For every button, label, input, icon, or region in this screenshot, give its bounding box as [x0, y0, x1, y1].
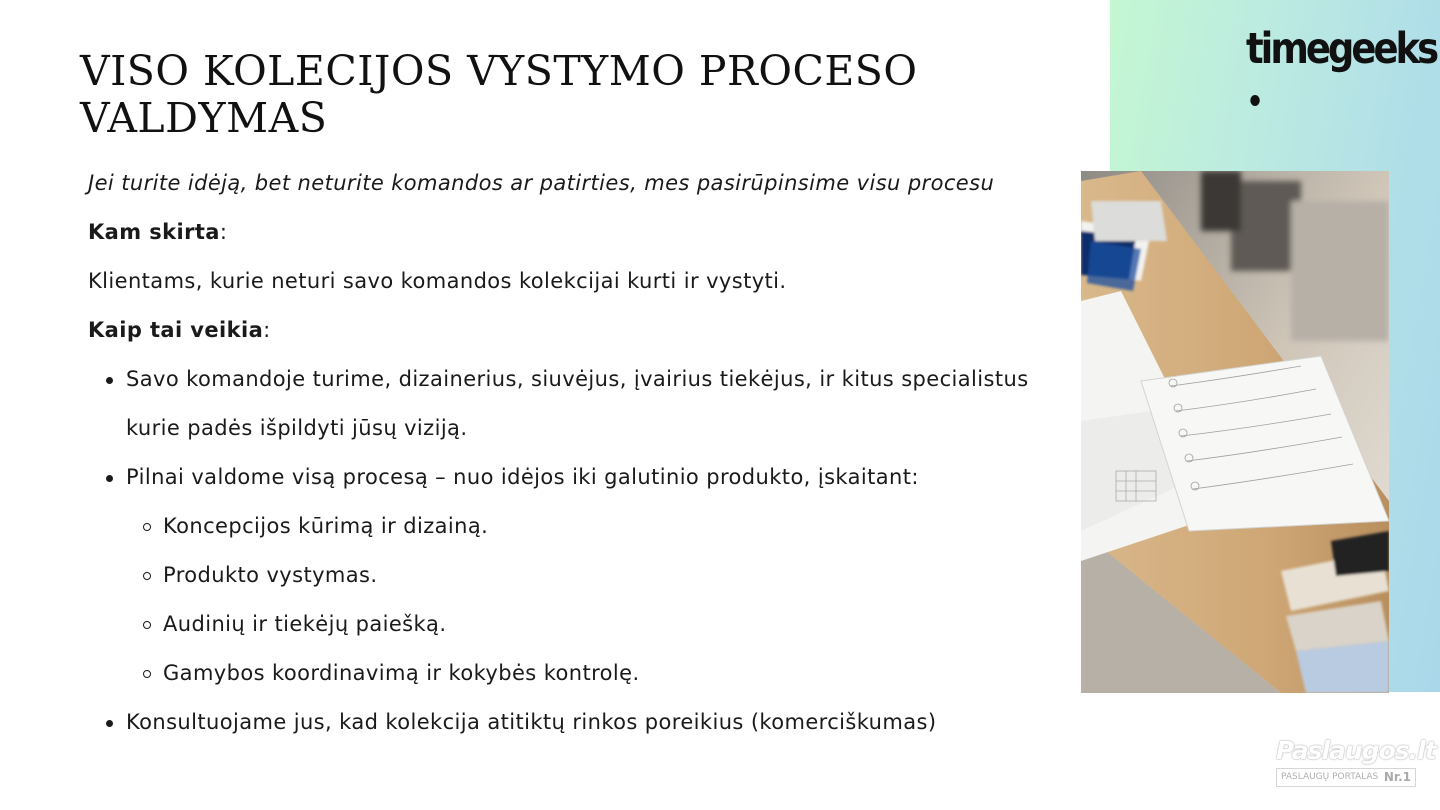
- logo-text: timegeeks: [1246, 24, 1437, 74]
- list-item-continuation: [88, 405, 1068, 454]
- watermark-rank: Nr.1: [1383, 770, 1411, 784]
- bullet-text: Savo komandoje turime, dizainerius, siuvėjus, įvairius tiekėjus, ir kitus specialistus: [126, 367, 1029, 391]
- list-item: [88, 699, 1068, 748]
- bullet-circle-icon: [143, 572, 151, 580]
- process-list: [88, 356, 1068, 748]
- sub-list-item: [88, 503, 1068, 552]
- sub-bullet-text: Produkto vystymas.: [163, 563, 378, 587]
- fashion-sketches-photo: [1081, 171, 1389, 693]
- watermark-tagline-bar: [1276, 768, 1416, 787]
- list-item: [88, 356, 1068, 405]
- bullet-circle-icon: [143, 670, 151, 678]
- bullet-text: Konsultuojame jus, kad kolekcija atitiktų rinkos poreikius (komerciškumas): [126, 710, 937, 734]
- sub-list-item: [88, 650, 1068, 699]
- paslaugos-watermark: [1276, 736, 1436, 788]
- bullet-circle-icon: [143, 523, 151, 531]
- how-label: Kaip tai veikia: [88, 318, 264, 342]
- title-line-2: VALDYMAS: [80, 94, 328, 142]
- watermark-name: Paslaugos.lt: [1276, 736, 1436, 765]
- watermark-tagline: PASLAUGŲ PORTALAS: [1281, 772, 1379, 782]
- for-whom-label: Kam skirta: [88, 220, 220, 244]
- title-line-1: VISO KOLECIJOS VYSTYMO PROCESO: [80, 47, 918, 95]
- slide-title: [80, 48, 1040, 142]
- sub-bullet-text: Audinių ir tiekėjų paiešką.: [163, 612, 447, 636]
- for-whom-text: Klientams, kurie neturi savo komandos kolekcijai kurti ir vystyti.: [88, 269, 787, 293]
- sub-bullet-text: Koncepcijos kūrimą ir dizainą.: [163, 514, 489, 538]
- list-item: [88, 454, 1068, 503]
- logo-dot: [1250, 95, 1259, 106]
- sub-bullet-text: Gamybos koordinavimą ir kokybės kontrolę.: [163, 661, 640, 685]
- intro-text: Jei turite idėją, bet neturite komandos ar patirties, mes pasirūpinsime visu procesu: [88, 171, 995, 195]
- sub-list-item: [88, 601, 1068, 650]
- slide-body: [88, 160, 1068, 748]
- bullet-disc-icon: [106, 720, 113, 727]
- timegeeks-logo: [1246, 24, 1437, 114]
- sub-list-item: [88, 552, 1068, 601]
- bullet-disc-icon: [106, 475, 113, 482]
- bullet-text: Pilnai valdome visą procesą – nuo idėjos iki galutinio produkto, įskaitant:: [126, 465, 919, 489]
- bullet-disc-icon: [106, 377, 113, 384]
- for-whom-heading: Kam skirta:: [88, 220, 228, 244]
- how-heading: Kaip tai veikia:: [88, 318, 271, 342]
- bullet-text: kurie padės išpildyti jūsų viziją.: [126, 416, 468, 440]
- bullet-circle-icon: [143, 621, 151, 629]
- photo-illustration: [1081, 171, 1389, 693]
